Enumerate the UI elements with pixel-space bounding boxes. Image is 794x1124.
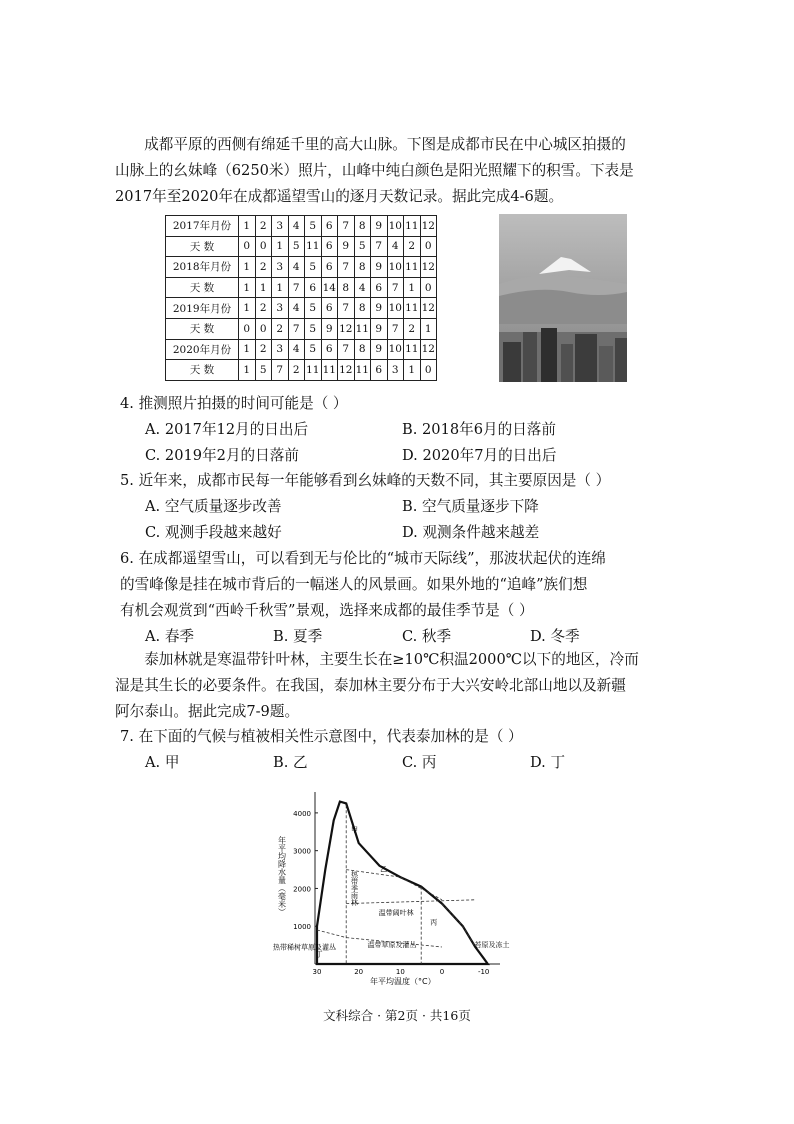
- boundary-line: [317, 930, 346, 938]
- intro-line: 阿尔泰山。据此完成7-9题。: [115, 703, 300, 720]
- region-label: 丙: [430, 918, 438, 927]
- table-cell: 9: [371, 298, 388, 319]
- q5-option-c: C. 观测手段越来越好: [145, 524, 282, 541]
- intro-line: 泰加林就是寒温带针叶林，主要生长在≥10℃积温2000℃以下的地区，冷而: [144, 651, 639, 668]
- table-row: [166, 318, 437, 339]
- table-cell: 6: [321, 257, 338, 278]
- table-cell: 1: [404, 277, 421, 298]
- region-label: 苔原及冻土: [474, 941, 510, 949]
- table-cell: 2: [404, 236, 421, 257]
- table-cell: 3: [387, 360, 404, 381]
- q7-option-a: A. 甲: [145, 754, 180, 771]
- q7-option-b: B. 乙: [273, 754, 308, 771]
- q4-option-b: B. 2018年6月的日落前: [402, 421, 556, 438]
- table-cell: 4: [288, 216, 305, 237]
- table-cell: 11: [321, 360, 338, 381]
- table-cell: 7: [387, 318, 404, 339]
- table-cell: 3: [272, 257, 289, 278]
- table-cell: 5: [305, 257, 322, 278]
- table-cell: 9: [371, 318, 388, 339]
- mountain-photo: [499, 214, 627, 382]
- row-label: 2020年月份: [166, 339, 239, 360]
- table-cell: 6: [321, 298, 338, 319]
- table-cell: 4: [387, 236, 404, 257]
- table-cell: 8: [354, 298, 371, 319]
- table-cell: 11: [354, 360, 371, 381]
- table-cell: 2: [255, 298, 272, 319]
- table-row: [166, 236, 437, 257]
- table-cell: 10: [387, 216, 404, 237]
- table-cell: 10: [387, 257, 404, 278]
- table-row: [166, 257, 437, 278]
- question-6-line-3: 有机会观赏到“西岭千秋雪”景观，选择来成都的最佳季节是（ ）: [120, 602, 534, 619]
- y-tick-label: 4000: [293, 809, 311, 818]
- table-cell: 9: [371, 339, 388, 360]
- table-cell: 7: [371, 236, 388, 257]
- table-cell: 12: [420, 257, 437, 278]
- x-tick-label: -10: [477, 968, 490, 976]
- row-label: 天 数: [166, 277, 239, 298]
- table-cell: 0: [420, 277, 437, 298]
- table-cell: 12: [420, 339, 437, 360]
- table-cell: 5: [305, 318, 322, 339]
- table-cell: 11: [305, 236, 322, 257]
- table-cell: 7: [288, 277, 305, 298]
- table-cell: 14: [321, 277, 338, 298]
- intro-line: 山脉上的幺妹峰（6250米）照片，山峰中纯白颜色是阳光照耀下的积雪。下表是: [115, 162, 634, 179]
- row-label: 天 数: [166, 318, 239, 339]
- table-cell: 5: [354, 236, 371, 257]
- table-cell: 1: [272, 236, 289, 257]
- x-tick-label: 10: [395, 968, 405, 976]
- table-cell: 4: [354, 277, 371, 298]
- table-row: [166, 298, 437, 319]
- table-cell: 0: [255, 318, 272, 339]
- question-6-line-1: 6. 在成都遥望雪山，可以看到无与伦比的“城市天际线”，那波状起伏的连绵: [120, 550, 606, 567]
- table-cell: 1: [255, 277, 272, 298]
- row-label: 2018年月份: [166, 257, 239, 278]
- table-cell: 2: [288, 360, 305, 381]
- table-cell: 7: [387, 277, 404, 298]
- table-cell: 11: [404, 216, 421, 237]
- table-cell: 9: [371, 257, 388, 278]
- table-cell: 5: [288, 236, 305, 257]
- table-row: [166, 339, 437, 360]
- region-label: 丁: [315, 950, 323, 959]
- table-cell: 2: [404, 318, 421, 339]
- region-label: 甲: [351, 825, 358, 834]
- question-6-line-2: 的雪峰像是挂在城市背后的一幅迷人的风景画。如果外地的“追峰”族们想: [120, 576, 588, 593]
- snow-days-table: [165, 215, 437, 381]
- row-label: 天 数: [166, 360, 239, 381]
- table-cell: 11: [354, 318, 371, 339]
- region-label: 热带稀树草原及灌丛: [273, 943, 336, 952]
- table-cell: 6: [321, 339, 338, 360]
- table-cell: 7: [338, 339, 355, 360]
- q6-option-c: C. 秋季: [402, 628, 452, 645]
- table-cell: 9: [338, 236, 355, 257]
- table-cell: 3: [272, 298, 289, 319]
- vegetation-outline: [317, 802, 488, 964]
- page-footer: 文科综合 · 第2页 · 共16页: [323, 1008, 471, 1023]
- table-cell: 11: [305, 360, 322, 381]
- q5-option-b: B. 空气质量逐步下降: [402, 498, 539, 515]
- x-tick-label: 30: [312, 968, 322, 976]
- table-cell: 4: [288, 339, 305, 360]
- x-axis-label: 年平均温度（°C）: [370, 977, 436, 986]
- y-tick-label: 3000: [293, 847, 311, 856]
- q4-option-d: D. 2020年7月的日出后: [402, 447, 557, 464]
- region-label: 乙: [380, 865, 388, 874]
- q5-option-a: A. 空气质量逐步改善: [145, 498, 282, 515]
- table-cell: 7: [288, 318, 305, 339]
- table-row: [166, 277, 437, 298]
- intro-passage-taiga: [115, 647, 683, 725]
- table-row: [166, 216, 437, 237]
- intro-line: 2017年至2020年在成都遥望雪山的逐月天数记录。据此完成4-6题。: [115, 188, 564, 205]
- table-cell: 4: [288, 257, 305, 278]
- climate-vegetation-chart: [260, 788, 520, 992]
- table-cell: 8: [354, 216, 371, 237]
- q4-option-c: C. 2019年2月的日落前: [145, 447, 299, 464]
- table-cell: 7: [338, 298, 355, 319]
- q4-option-a: A. 2017年12月的日出后: [145, 421, 309, 438]
- y-tick-label: 1000: [293, 923, 311, 932]
- table-cell: 1: [420, 318, 437, 339]
- table-cell: 12: [338, 318, 355, 339]
- table-cell: 1: [239, 360, 256, 381]
- region-label: 温带阔叶林: [378, 908, 414, 917]
- q6-option-b: B. 夏季: [273, 628, 323, 645]
- table-cell: 2: [255, 339, 272, 360]
- table-cell: 1: [239, 277, 256, 298]
- table-cell: 11: [404, 298, 421, 319]
- table-cell: 1: [239, 216, 256, 237]
- table-cell: 0: [420, 360, 437, 381]
- table-cell: 3: [272, 216, 289, 237]
- table-cell: 2: [255, 216, 272, 237]
- question-5-stem: 5. 近年来，成都市民每一年能够看到幺妹峰的天数不同，其主要原因是（ ）: [120, 472, 611, 489]
- table-cell: 0: [420, 236, 437, 257]
- q5-option-d: D. 观测条件越来越差: [402, 524, 540, 541]
- table-cell: 6: [321, 216, 338, 237]
- q7-option-c: C. 丙: [402, 754, 437, 771]
- table-cell: 9: [371, 216, 388, 237]
- table-cell: 1: [239, 339, 256, 360]
- table-cell: 2: [255, 257, 272, 278]
- intro-line: 成都平原的西侧有绵延千里的高大山脉。下图是成都市民在中心城区拍摄的: [144, 136, 626, 153]
- table-cell: 8: [354, 257, 371, 278]
- table-cell: 6: [305, 277, 322, 298]
- table-cell: 1: [239, 298, 256, 319]
- table-cell: 10: [387, 298, 404, 319]
- row-label: 2017年月份: [166, 216, 239, 237]
- table-cell: 11: [404, 257, 421, 278]
- table-cell: 7: [338, 257, 355, 278]
- table-cell: 5: [305, 216, 322, 237]
- row-label: 2019年月份: [166, 298, 239, 319]
- intro-line: 湿是其生长的必要条件。在我国，泰加林主要分布于大兴安岭北部山地以及新疆: [115, 677, 626, 694]
- table-cell: 8: [338, 277, 355, 298]
- region-label: 热带季雨林: [350, 870, 359, 906]
- table-cell: 7: [272, 360, 289, 381]
- table-cell: 8: [354, 339, 371, 360]
- x-tick-label: 0: [439, 968, 445, 976]
- table-cell: 1: [239, 257, 256, 278]
- region-label: 温带草原及灌丛: [367, 941, 417, 949]
- table-cell: 12: [338, 360, 355, 381]
- table-cell: 11: [404, 339, 421, 360]
- q6-option-d: D. 冬季: [530, 628, 580, 645]
- table-cell: 9: [321, 318, 338, 339]
- table-cell: 6: [371, 277, 388, 298]
- table-cell: 0: [239, 236, 256, 257]
- table-cell: 1: [404, 360, 421, 381]
- table-cell: 10: [387, 339, 404, 360]
- q7-option-d: D. 丁: [530, 754, 566, 771]
- table-cell: 12: [420, 298, 437, 319]
- table-cell: 5: [255, 360, 272, 381]
- y-tick-label: 2000: [293, 885, 311, 894]
- table-row: [166, 360, 437, 381]
- boundary-line: [346, 900, 475, 904]
- table-cell: 2: [272, 318, 289, 339]
- question-7-stem: 7. 在下面的气候与植被相关性示意图中，代表泰加林的是（ ）: [120, 728, 523, 745]
- row-label: 天 数: [166, 236, 239, 257]
- table-cell: 5: [305, 339, 322, 360]
- x-tick-label: 20: [354, 968, 364, 976]
- intro-passage-snow: [115, 132, 683, 210]
- table-cell: 6: [371, 360, 388, 381]
- table-cell: 1: [272, 277, 289, 298]
- table-cell: 12: [420, 216, 437, 237]
- y-axis-label: 年平均降水量（毫米）: [277, 836, 287, 916]
- question-4-stem: 4. 推测照片拍摄的时间可能是（ ）: [120, 395, 348, 412]
- table-cell: 0: [255, 236, 272, 257]
- table-cell: 6: [321, 236, 338, 257]
- table-cell: 7: [338, 216, 355, 237]
- q6-option-a: A. 春季: [145, 628, 195, 645]
- table-cell: 4: [288, 298, 305, 319]
- table-cell: 5: [305, 298, 322, 319]
- table-cell: 3: [272, 339, 289, 360]
- table-cell: 0: [239, 318, 256, 339]
